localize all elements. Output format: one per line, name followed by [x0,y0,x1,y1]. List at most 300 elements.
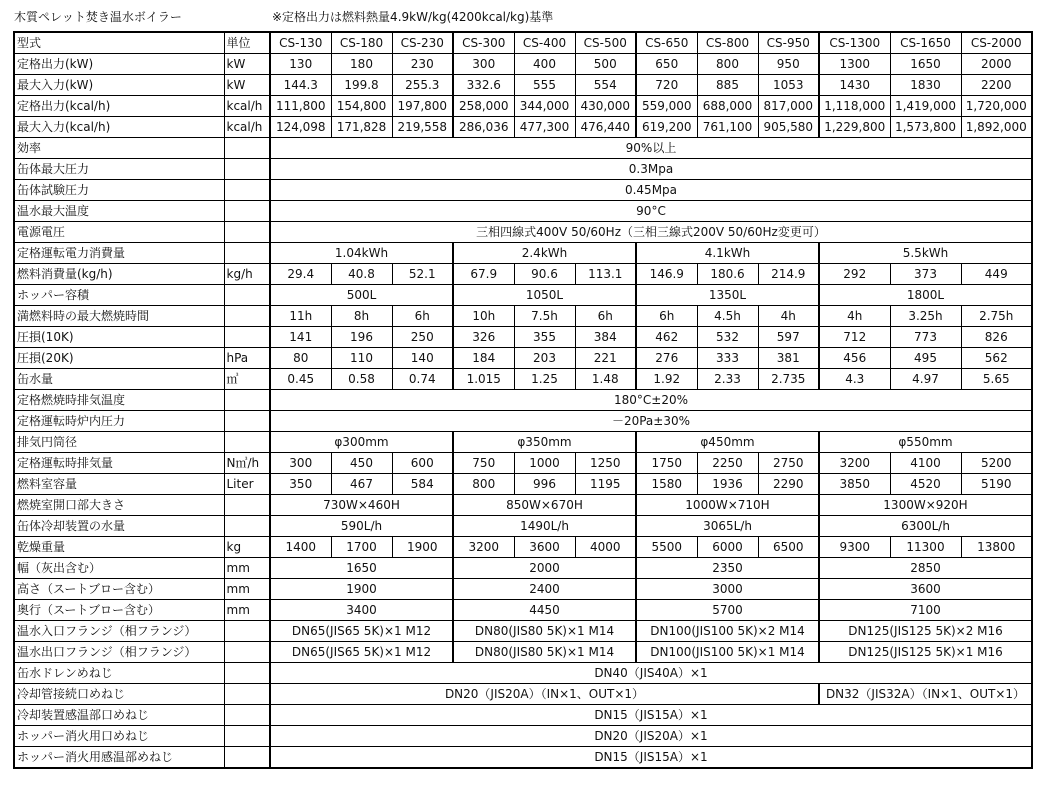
table-cell: 750 [453,453,514,474]
table-row [14,642,1032,663]
table-cell: 2200 [961,75,1032,96]
row-unit [224,159,270,180]
table-cell: 2400 [453,579,636,600]
table-cell: CS-800 [697,32,758,54]
table-cell: 1.25 [514,369,575,390]
row-label: 燃焼室開口部大きさ [14,495,224,516]
table-row [14,453,1032,474]
table-row [14,705,1032,726]
table-cell: DN80(JIS80 5K)×1 M14 [453,642,636,663]
table-cell: 130 [270,54,331,75]
row-unit [224,747,270,769]
table-cell: 67.9 [453,264,514,285]
table-cell: 2250 [697,453,758,474]
table-cell: 5700 [636,600,819,621]
table-cell: 850W×670H [453,495,636,516]
table-cell: 800 [697,54,758,75]
table-cell: CS-650 [636,32,697,54]
table-cell: 6000 [697,537,758,558]
table-cell: 6h [636,306,697,327]
table-cell: 555 [514,75,575,96]
table-row [14,75,1032,96]
row-unit: ㎥ [224,369,270,390]
table-cell: 0.45Mpa [270,180,1032,201]
row-unit [224,642,270,663]
table-cell: DN65(JIS65 5K)×1 M12 [270,621,453,642]
table-cell: 11h [270,306,331,327]
row-label: ホッパー消火用感温部めねじ [14,747,224,769]
row-unit: kg [224,537,270,558]
table-cell: CS-2000 [961,32,1032,54]
table-cell: 203 [514,348,575,369]
row-label: 幅（灰出含む） [14,558,224,579]
row-label: 定格運転電力消費量 [14,243,224,264]
table-cell: 688,000 [697,96,758,117]
table-cell: φ300mm [270,432,453,453]
table-cell: 1830 [890,75,961,96]
table-cell: 562 [961,348,1032,369]
table-cell: 384 [575,327,636,348]
row-unit: mm [224,579,270,600]
table-cell: 1.015 [453,369,514,390]
table-row [14,96,1032,117]
table-row [14,243,1032,264]
row-unit [224,495,270,516]
row-label: 電源電圧 [14,222,224,243]
table-cell: 6300L/h [819,516,1032,537]
table-cell: DN125(JIS125 5K)×1 M16 [819,642,1032,663]
table-cell: 597 [758,327,819,348]
table-cell: 1053 [758,75,819,96]
table-cell: 500L [270,285,453,306]
table-cell: 4.3 [819,369,890,390]
table-row [14,369,1032,390]
table-cell: 996 [514,474,575,495]
row-label: 燃料室容量 [14,474,224,495]
table-cell: 1900 [270,579,453,600]
table-row [14,117,1032,138]
table-cell: 456 [819,348,890,369]
table-cell: 40.8 [331,264,392,285]
spec-table-body [14,32,1032,768]
table-cell: 10h [453,306,514,327]
table-cell: CS-180 [331,32,392,54]
table-cell: 344,000 [514,96,575,117]
row-label: 高さ（スートブロー含む） [14,579,224,600]
row-unit [224,705,270,726]
table-cell: 1800L [819,285,1032,306]
table-row [14,138,1032,159]
row-unit [224,684,270,705]
table-cell: 4h [819,306,890,327]
table-cell: 113.1 [575,264,636,285]
table-row [14,180,1032,201]
table-cell: 140 [392,348,453,369]
row-label: 缶水量 [14,369,224,390]
row-label: 圧損(20K) [14,348,224,369]
row-label: ホッパー容積 [14,285,224,306]
row-label: 冷却管接続口めねじ [14,684,224,705]
row-unit [224,411,270,432]
table-cell: CS-1300 [819,32,890,54]
row-unit: N㎥/h [224,453,270,474]
table-cell: 1300 [819,54,890,75]
table-cell: 184 [453,348,514,369]
table-cell: 3400 [270,600,453,621]
table-cell: 350 [270,474,331,495]
table-cell: 6h [392,306,453,327]
table-row [14,537,1032,558]
row-label: 定格運転時排気量 [14,453,224,474]
table-row [14,579,1032,600]
table-cell: 381 [758,348,819,369]
table-cell: 1400 [270,537,331,558]
row-unit: kg/h [224,264,270,285]
table-cell: 111,800 [270,96,331,117]
table-cell: 1.48 [575,369,636,390]
table-row [14,516,1032,537]
table-row [14,32,1032,54]
table-cell: 13800 [961,537,1032,558]
row-unit [224,201,270,222]
row-unit [224,222,270,243]
row-unit: mm [224,600,270,621]
row-label: ホッパー消火用口めねじ [14,726,224,747]
table-cell: 449 [961,264,1032,285]
table-cell: 584 [392,474,453,495]
table-cell: 4100 [890,453,961,474]
row-label: 圧損(10K) [14,327,224,348]
table-cell: 2750 [758,453,819,474]
table-row [14,558,1032,579]
table-row [14,432,1032,453]
table-cell: 214.9 [758,264,819,285]
table-cell: 800 [453,474,514,495]
table-cell: φ350mm [453,432,636,453]
table-row [14,285,1032,306]
table-cell: 90°C [270,201,1032,222]
table-cell: 90.6 [514,264,575,285]
row-label: 満燃料時の最大燃焼時間 [14,306,224,327]
table-cell: 52.1 [392,264,453,285]
table-cell: 286,036 [453,117,514,138]
row-label: 缶体最大圧力 [14,159,224,180]
table-cell: 276 [636,348,697,369]
row-label: 定格出力(kW) [14,54,224,75]
table-cell: 1750 [636,453,697,474]
spec-table [13,31,1033,769]
table-cell: 532 [697,327,758,348]
table-cell: 1900 [392,537,453,558]
table-cell: 4.1kWh [636,243,819,264]
table-cell: 333 [697,348,758,369]
table-cell: 0.74 [392,369,453,390]
table-cell: 400 [514,54,575,75]
table-row [14,495,1032,516]
table-cell: 1936 [697,474,758,495]
table-cell: 720 [636,75,697,96]
table-cell: 4h [758,306,819,327]
table-cell: DN32（JIS32A）（IN×1、OUT×1） [819,684,1032,705]
table-cell: 462 [636,327,697,348]
table-cell: 5.65 [961,369,1032,390]
table-cell: 326 [453,327,514,348]
table-cell: 2.75h [961,306,1032,327]
table-cell: 1350L [636,285,819,306]
table-cell: DN65(JIS65 5K)×1 M12 [270,642,453,663]
table-cell: 450 [331,453,392,474]
table-cell: 3065L/h [636,516,819,537]
table-row [14,474,1032,495]
table-cell: 950 [758,54,819,75]
table-cell: 467 [331,474,392,495]
table-row [14,222,1032,243]
table-cell: 0.45 [270,369,331,390]
table-cell: 1,720,000 [961,96,1032,117]
table-cell: 477,300 [514,117,575,138]
row-label: 缶水ドレンめねじ [14,663,224,684]
row-label: 缶体冷却装置の水量 [14,516,224,537]
table-cell: 2.33 [697,369,758,390]
row-unit [224,306,270,327]
table-cell: 11300 [890,537,961,558]
table-cell: 4.97 [890,369,961,390]
table-cell: 1250 [575,453,636,474]
table-cell: DN15（JIS15A）×1 [270,747,1032,769]
row-label: 排気円筒径 [14,432,224,453]
row-unit: kW [224,54,270,75]
table-cell: 5500 [636,537,697,558]
table-cell: 80 [270,348,331,369]
table-cell: 2850 [819,558,1032,579]
table-cell: 4520 [890,474,961,495]
table-row [14,684,1032,705]
row-label: 冷却装置感温部口めねじ [14,705,224,726]
table-cell: 5190 [961,474,1032,495]
page-note: ※定格出力は燃料熱量4.9kW/kg(4200kcal/kg)基準 [272,10,554,24]
row-label: 奥行（スートブロー含む） [14,600,224,621]
table-row [14,747,1032,769]
table-cell: 332.6 [453,75,514,96]
row-label: 温水入口フランジ（相フランジ） [14,621,224,642]
table-cell: 619,200 [636,117,697,138]
table-cell: －20Pa±30% [270,411,1032,432]
table-cell: 3200 [453,537,514,558]
row-unit: mm [224,558,270,579]
table-cell: 1300W×920H [819,495,1032,516]
table-row [14,411,1032,432]
table-cell: 0.3Mpa [270,159,1032,180]
table-cell: 4450 [453,600,636,621]
row-unit [224,663,270,684]
table-cell: 250 [392,327,453,348]
table-cell: 300 [453,54,514,75]
table-cell: 730W×460H [270,495,453,516]
table-row [14,600,1032,621]
table-cell: 1580 [636,474,697,495]
table-cell: 1650 [270,558,453,579]
table-cell: CS-1650 [890,32,961,54]
page-header [14,6,1034,28]
table-cell: 3600 [514,537,575,558]
table-cell: φ450mm [636,432,819,453]
table-cell: 230 [392,54,453,75]
table-row [14,159,1032,180]
table-cell: 221 [575,348,636,369]
table-cell: 144.3 [270,75,331,96]
table-cell: 29.4 [270,264,331,285]
table-cell: 1,229,800 [819,117,890,138]
table-cell: DN125(JIS125 5K)×2 M16 [819,621,1032,642]
table-row [14,327,1032,348]
table-cell: CS-400 [514,32,575,54]
table-cell: CS-300 [453,32,514,54]
table-cell: 180.6 [697,264,758,285]
table-cell: CS-230 [392,32,453,54]
table-cell: 5200 [961,453,1032,474]
table-cell: 199.8 [331,75,392,96]
table-cell: 905,580 [758,117,819,138]
row-label: 最大入力(kW) [14,75,224,96]
table-cell: DN40（JIS40A）×1 [270,663,1032,684]
table-cell: 554 [575,75,636,96]
table-cell: 3600 [819,579,1032,600]
table-cell: DN15（JIS15A）×1 [270,705,1032,726]
row-unit: kW [224,75,270,96]
table-cell: 1.92 [636,369,697,390]
table-cell: 255.3 [392,75,453,96]
table-cell: 1000W×710H [636,495,819,516]
row-unit [224,621,270,642]
table-cell: 495 [890,348,961,369]
table-row [14,54,1032,75]
row-label: 定格燃焼時排気温度 [14,390,224,411]
table-cell: 180 [331,54,392,75]
row-unit [224,180,270,201]
table-cell: 7100 [819,600,1032,621]
table-cell: DN80(JIS80 5K)×1 M14 [453,621,636,642]
row-label: 定格出力(kcal/h) [14,96,224,117]
table-cell: 292 [819,264,890,285]
table-cell: DN20（JIS20A）×1 [270,726,1032,747]
row-unit [224,138,270,159]
table-cell: 3000 [636,579,819,600]
table-cell: 7.5h [514,306,575,327]
table-cell: 817,000 [758,96,819,117]
table-row [14,390,1032,411]
table-cell: 1490L/h [453,516,636,537]
table-cell: 2290 [758,474,819,495]
table-cell: 2000 [961,54,1032,75]
row-label: 温水最大温度 [14,201,224,222]
table-cell: 90%以上 [270,138,1032,159]
table-cell: CS-500 [575,32,636,54]
table-cell: 826 [961,327,1032,348]
table-cell: 373 [890,264,961,285]
table-cell: 500 [575,54,636,75]
table-cell: 3850 [819,474,890,495]
table-cell: 171,828 [331,117,392,138]
table-cell: 1195 [575,474,636,495]
page-title: 木質ペレット焚き温水ボイラー [14,10,182,24]
table-cell: 258,000 [453,96,514,117]
table-cell: 9300 [819,537,890,558]
table-cell: 1050L [453,285,636,306]
table-cell: 三相四線式400V 50/60Hz（三相三線式200V 50/60Hz変更可） [270,222,1032,243]
table-cell: 600 [392,453,453,474]
table-cell: 1000 [514,453,575,474]
table-row [14,264,1032,285]
table-cell: 712 [819,327,890,348]
row-label: 定格運転時炉内圧力 [14,411,224,432]
table-cell: 219,558 [392,117,453,138]
table-cell: 2.4kWh [453,243,636,264]
table-cell: 8h [331,306,392,327]
table-cell: 4.5h [697,306,758,327]
row-unit [224,516,270,537]
table-cell: CS-950 [758,32,819,54]
table-cell: 1,118,000 [819,96,890,117]
table-cell: 146.9 [636,264,697,285]
row-unit [224,390,270,411]
row-unit: 単位 [224,32,270,54]
row-label: 効率 [14,138,224,159]
row-label: 燃料消費量(kg/h) [14,264,224,285]
table-row [14,201,1032,222]
table-cell: φ550mm [819,432,1032,453]
table-cell: 3200 [819,453,890,474]
table-cell: 476,440 [575,117,636,138]
table-cell: DN100(JIS100 5K)×2 M14 [636,621,819,642]
row-unit [224,243,270,264]
row-unit [224,726,270,747]
table-cell: 650 [636,54,697,75]
table-cell: 430,000 [575,96,636,117]
table-cell: 110 [331,348,392,369]
row-unit [224,327,270,348]
table-cell: DN100(JIS100 5K)×1 M14 [636,642,819,663]
table-cell: 124,098 [270,117,331,138]
table-cell: 2350 [636,558,819,579]
table-cell: 885 [697,75,758,96]
row-label: 型式 [14,32,224,54]
row-unit: kcal/h [224,117,270,138]
table-row [14,726,1032,747]
table-cell: 3.25h [890,306,961,327]
row-unit: hPa [224,348,270,369]
table-row [14,306,1032,327]
table-cell: 761,100 [697,117,758,138]
table-cell: 141 [270,327,331,348]
table-cell: 1430 [819,75,890,96]
table-cell: DN20（JIS20A）（IN×1、OUT×1） [270,684,819,705]
table-cell: CS-130 [270,32,331,54]
table-cell: 1,573,800 [890,117,961,138]
row-unit: Liter [224,474,270,495]
row-label: 温水出口フランジ（相フランジ） [14,642,224,663]
table-cell: 1.04kWh [270,243,453,264]
table-row [14,663,1032,684]
table-cell: 154,800 [331,96,392,117]
table-cell: 559,000 [636,96,697,117]
row-unit: kcal/h [224,96,270,117]
table-cell: 300 [270,453,331,474]
table-cell: 2000 [453,558,636,579]
table-cell: 590L/h [270,516,453,537]
table-cell: 196 [331,327,392,348]
table-cell: 1700 [331,537,392,558]
table-cell: 6h [575,306,636,327]
